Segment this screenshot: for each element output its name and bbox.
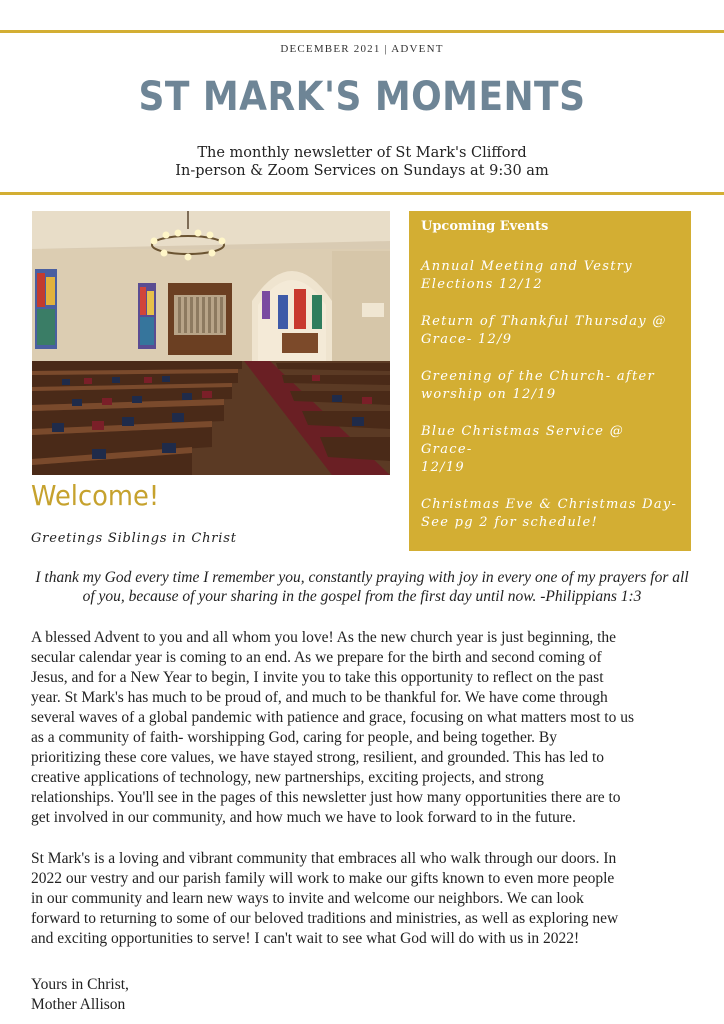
paragraph-line: several waves of a global pandemic with patience and grace, focusing on what matters most to us [31, 709, 635, 726]
paragraph-line: as a community of faith- worshipping God, caring for people, and being together. By [31, 729, 558, 746]
paragraph-line: relationships. You'll see in the pages of this newsletter just how many opportunities there are to [31, 789, 621, 806]
event-item [421, 258, 679, 294]
event-text: Christmas Eve & Christmas Day- [421, 497, 678, 512]
event-text: Grace- 12/9 [421, 332, 513, 347]
paragraph-line: creative applications of technology, new partnerships, exciting projects, and strong [31, 769, 544, 786]
top-rule [0, 30, 724, 33]
event-item [421, 423, 679, 477]
paragraph-line: forward to returning to some of our beloved traditions and ministries, as well as exploring new [31, 910, 619, 927]
tagline-line-2: In-person & Zoom Services on Sundays at 9:30 am [175, 163, 549, 179]
signoff-closing: Yours in Christ, [31, 976, 129, 993]
body-paragraph-2 [31, 849, 695, 949]
paragraph-line: get involved in our community, and how much we have to look forward to in the future. [31, 809, 576, 826]
verse-line: of you, because of your sharing in the gospel from the first day until now. -Philippians 1:3 [82, 588, 642, 605]
event-text: worship on 12/19 [421, 387, 557, 402]
event-text: Greening of the Church- after [421, 369, 656, 384]
paragraph-line: A blessed Advent to you and all whom you love! As the new church year is just beginning, the [31, 629, 617, 646]
event-text: Annual Meeting and Vestry [421, 259, 633, 274]
welcome-heading: Welcome! [31, 479, 160, 512]
paragraph-line: prioritizing these core values, we have stayed strong, resilient, and grounded. This has led to [31, 749, 605, 766]
paragraph-line: St Mark's is a loving and vibrant community that embraces all who walk through our doors. In [31, 850, 617, 867]
event-text: Elections 12/12 [421, 277, 543, 292]
verse-line: I thank my God every time I remember you, constantly praying with joy in every one of my prayers for all [35, 569, 689, 586]
paragraph-line: secular calendar year is coming to an end. As we prepare for the birth and second coming of [31, 649, 602, 666]
dateline: DECEMBER 2021 | ADVENT [280, 43, 444, 55]
church-interior-photo [32, 211, 390, 475]
upcoming-events-heading: Upcoming Events [421, 219, 549, 234]
newsletter-title: ST MARK'S MOMENTS [138, 74, 586, 120]
body-paragraph-1 [31, 628, 695, 828]
event-text: 12/19 [421, 460, 465, 475]
paragraph-line: in our community and learn new ways to invite and welcome our neighbors. We can look [31, 890, 584, 907]
event-text: Blue Christmas Service @ Grace- [421, 424, 624, 457]
header-bottom-rule [0, 192, 724, 195]
signoff-name: Mother Allison [31, 996, 126, 1013]
scripture-verse [24, 568, 700, 606]
signoff [31, 975, 129, 1015]
upcoming-events-panel [409, 211, 691, 551]
paragraph-line: year. St Mark's has much to be proud of, and much to be thankful for. We have come through [31, 689, 608, 706]
paragraph-line: Jesus, and for a New Year to begin, I invite you to take this opportunity to reflect on the past [31, 669, 604, 686]
event-item [421, 313, 679, 349]
tagline-line-1: The monthly newsletter of St Mark's Clifford [197, 145, 527, 161]
greeting: Greetings Siblings in Christ [31, 531, 237, 546]
event-item [421, 496, 679, 532]
event-item [421, 368, 679, 404]
paragraph-line: and exciting opportunities to serve! I can't wait to see what God will do with us in 2022! [31, 930, 580, 947]
event-text: See pg 2 for schedule! [421, 515, 598, 530]
paragraph-line: 2022 our vestry and our parish family will work to make our gifts known to even more people [31, 870, 615, 887]
tagline [0, 144, 724, 180]
event-text: Return of Thankful Thursday @ [421, 314, 667, 329]
